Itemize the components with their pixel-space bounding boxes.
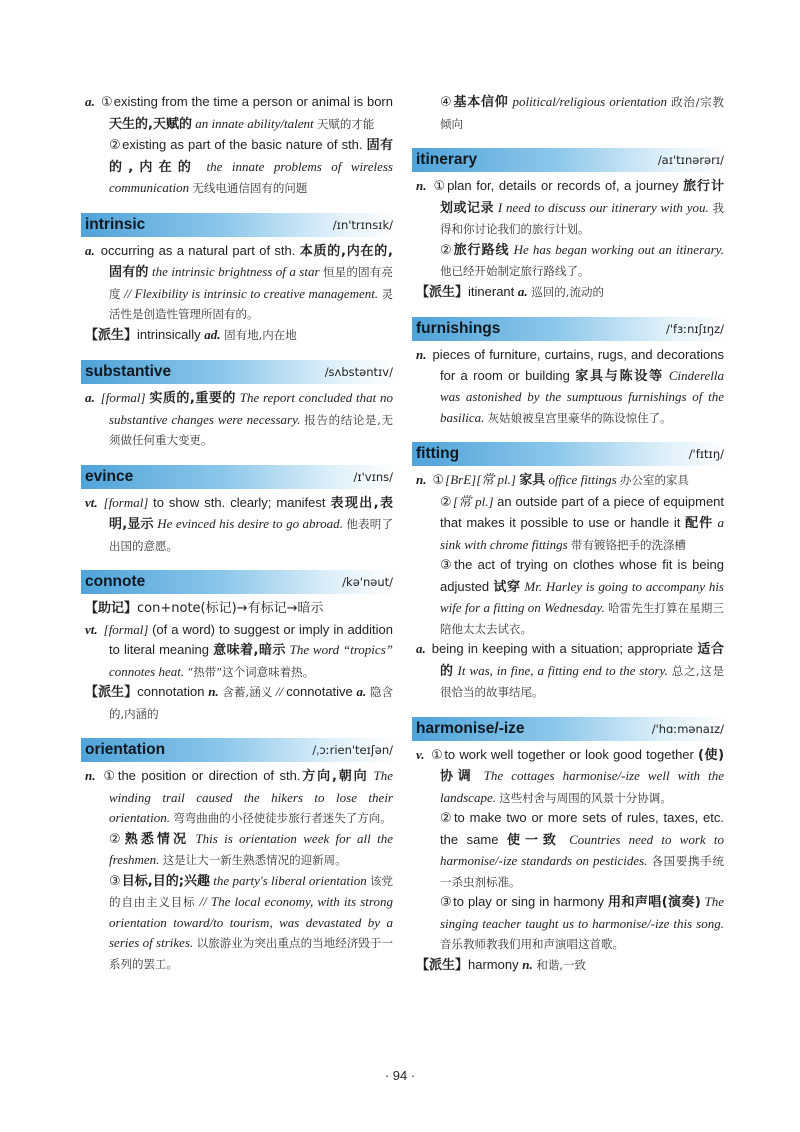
pronunciation: /ɪ'vɪns/ bbox=[353, 469, 393, 484]
usage-tag: [formal] bbox=[103, 494, 154, 510]
harmonise-sense-2 bbox=[416, 808, 724, 892]
sense-number: ③ bbox=[109, 873, 121, 889]
example: a sink with chrome fittings bbox=[440, 515, 725, 552]
chinese-gloss: 适合的 bbox=[440, 642, 724, 679]
chinese-gloss: (使)协调 bbox=[440, 747, 725, 784]
pronunciation: /aɪ'tɪnərərɪ/ bbox=[657, 153, 724, 167]
example: The word “tropics” connotes heat. bbox=[109, 642, 393, 679]
harmonise-sense-3 bbox=[416, 892, 724, 955]
translation: 无线电通信固有的问题 bbox=[192, 181, 308, 195]
headword-bar bbox=[412, 148, 728, 172]
sense-number: ① bbox=[432, 473, 445, 488]
left-column bbox=[85, 92, 393, 988]
translation: 含蓄,涵义 bbox=[218, 685, 273, 699]
chinese-gloss: 方向,朝向 bbox=[300, 769, 369, 784]
definition: plan for, details or records of, a journey bbox=[447, 178, 684, 193]
derivative-line bbox=[416, 282, 724, 304]
translation: 我得和你讨论我们的旅行计划。 bbox=[440, 200, 724, 236]
headword-bar bbox=[412, 317, 728, 341]
entry-connote bbox=[85, 570, 393, 724]
innate-sense-1 bbox=[85, 92, 393, 135]
chinese-gloss: 用和声唱(演奏) bbox=[608, 895, 701, 910]
translation: 该党的自由主义目标 bbox=[109, 873, 394, 909]
example: Cinderella was astonished by the sumptuous furnishings of the basilica. bbox=[440, 367, 725, 425]
right-column bbox=[416, 92, 724, 990]
headword-bar bbox=[81, 360, 397, 384]
harmonise-sense-1 bbox=[416, 745, 724, 809]
headword: harmonise/-ize bbox=[416, 719, 525, 737]
definition: to play or sing in harmony bbox=[453, 894, 609, 909]
definition: existing from the time a person or animal is born bbox=[113, 94, 393, 109]
example: I need to discuss our itinerary with you. bbox=[494, 199, 713, 215]
translation: 灰姑娘被皇宫里豪华的陈设惊住了。 bbox=[487, 410, 672, 425]
orientation-sense-3 bbox=[85, 871, 393, 975]
example: the innate problems of wireless communication bbox=[109, 158, 393, 195]
itinerary-sense-1 bbox=[416, 176, 724, 240]
translation: 办公室的家具 bbox=[619, 473, 689, 487]
translation: 固有地,内在地 bbox=[220, 327, 297, 342]
chinese-gloss: 表现出,表明,显示 bbox=[109, 495, 393, 532]
chinese-gloss: 固有的,内在的 bbox=[109, 138, 393, 175]
translation: 和谐,一致 bbox=[532, 957, 587, 972]
pos-label: n. bbox=[416, 472, 427, 487]
headword-bar bbox=[81, 570, 397, 594]
intrinsic-sense bbox=[85, 241, 393, 325]
translation: 恒星的固有亮度 bbox=[109, 265, 393, 301]
pos-label: ad. bbox=[204, 326, 221, 342]
derivative-line bbox=[85, 682, 393, 724]
derivative-word: intrinsically bbox=[137, 326, 205, 342]
pos-label: a. bbox=[517, 283, 528, 299]
chinese-gloss: 天生的,天赋的 bbox=[109, 116, 192, 132]
furnishings-sense bbox=[416, 345, 724, 428]
headword-bar bbox=[81, 465, 397, 489]
chinese-gloss: 目标,目的;兴趣 bbox=[121, 873, 211, 889]
translation: 以旅游业为突出重点的当地经济毁于一系列的罢工。 bbox=[109, 936, 393, 971]
itinerary-sense-2 bbox=[416, 240, 724, 282]
headword: evince bbox=[85, 467, 134, 485]
example: Flexibility is intrinsic to creative management. bbox=[134, 285, 382, 301]
translation: 总之,这是很恰当的故事结尾。 bbox=[440, 663, 724, 699]
derivative-label: 【派生】 bbox=[416, 284, 469, 300]
derivative-line bbox=[416, 955, 724, 977]
mnemonic-label: 【助记】 bbox=[85, 601, 138, 616]
sense-number: ① bbox=[430, 747, 444, 763]
pos-label: a. bbox=[85, 94, 95, 109]
chinese-gloss: 本质的,内在的,固有的 bbox=[109, 243, 393, 280]
definition: pieces of furniture, curtains, rugs, and decorations for a room or building bbox=[432, 347, 724, 383]
definition: to make two or more sets of rules, taxes, etc. the same bbox=[440, 810, 725, 847]
translation: 巡回的,流动的 bbox=[527, 284, 604, 299]
headword-bar bbox=[412, 717, 728, 741]
example: The winding trail caused the hikers to lose their orientation. bbox=[109, 768, 394, 825]
translation: 这些村舍与周围的风景十分协调。 bbox=[499, 790, 672, 805]
pronunciation: /'hɑːmənaɪz/ bbox=[651, 721, 724, 736]
usage-tag: [formal] bbox=[103, 621, 153, 637]
definition: occurring as a natural part of sth. bbox=[100, 242, 300, 258]
headword-bar bbox=[81, 213, 397, 237]
entry-orientation bbox=[85, 738, 393, 974]
pos-label: a. bbox=[416, 641, 426, 656]
sense-number: ④ bbox=[440, 95, 453, 110]
derivative-word: connotative bbox=[286, 684, 357, 699]
fitting-sense-1 bbox=[416, 470, 724, 492]
pos-label: n. bbox=[522, 956, 533, 972]
pronunciation: /ɪn'trɪnsɪk/ bbox=[332, 217, 393, 232]
example: This is orientation week for all the freshmen. bbox=[109, 830, 393, 867]
example: He evinced his desire to go abroad. bbox=[153, 516, 347, 531]
translation: 音乐教师教我们用和声演唱这首歌。 bbox=[440, 937, 624, 951]
translation: 天赋的才能 bbox=[316, 116, 375, 131]
entry-evince bbox=[85, 465, 393, 557]
chinese-gloss: 配件 bbox=[685, 516, 714, 531]
chinese-gloss: 实质的,重要的 bbox=[149, 391, 236, 406]
entry-itinerary bbox=[416, 148, 724, 303]
example: He has began working out an itinerary. bbox=[509, 241, 724, 257]
pos-label: a. bbox=[85, 242, 95, 258]
example: Mr. Harley is going to accompany his wife for a fitting on Wednesday. bbox=[440, 578, 724, 615]
mnemonic-line bbox=[85, 598, 393, 620]
definition: existing as part of the basic nature of sth. bbox=[122, 137, 367, 152]
entry-fitting bbox=[416, 442, 724, 703]
chinese-gloss: 试穿 bbox=[493, 579, 521, 595]
sense-number: ② bbox=[109, 831, 124, 847]
pronunciation: /sʌbstəntɪv/ bbox=[324, 365, 393, 379]
pronunciation: /ˌɔːrien'teɪʃən/ bbox=[312, 743, 393, 757]
evince-sense bbox=[85, 493, 393, 557]
chinese-gloss: 熟悉情况 bbox=[124, 831, 190, 847]
pronunciation: /'fɜːnɪʃɪŋz/ bbox=[666, 322, 724, 336]
derivative-word: harmony bbox=[468, 956, 523, 972]
example: Countries need to work to harmonise/-ize standards on pesticides. bbox=[440, 831, 724, 868]
translation: 弯弯曲曲的小径使徒步旅行者迷失了方向。 bbox=[173, 811, 392, 825]
pos-label: vt. bbox=[85, 494, 98, 510]
example: the intrinsic brightness of a star bbox=[148, 264, 323, 279]
example: office fittings bbox=[545, 472, 620, 487]
sense-number: ① bbox=[432, 179, 447, 194]
orientation-sense-2 bbox=[85, 829, 393, 871]
example: The local economy, with its strong orientation toward/to tourism, was devastated by a series of strikes. bbox=[109, 894, 393, 950]
derivative-label: 【派生】 bbox=[416, 957, 469, 973]
translation: 各国要携手统一杀虫剂标准。 bbox=[440, 854, 724, 889]
headword: fitting bbox=[416, 445, 460, 462]
entry-substantive bbox=[85, 360, 393, 451]
sense-number: ② bbox=[109, 138, 122, 153]
fitting-sense-3 bbox=[416, 555, 724, 639]
connote-sense bbox=[85, 620, 393, 683]
definition: the position or direction of sth. bbox=[117, 768, 301, 783]
sense-number: ③ bbox=[440, 895, 453, 910]
separator: // bbox=[272, 684, 287, 699]
example: The cottages harmonise/-ize well with the landscape. bbox=[440, 768, 724, 805]
pronunciation: /'fɪtɪŋ/ bbox=[688, 447, 724, 461]
pos-label: v. bbox=[416, 746, 425, 762]
innate-sense-2 bbox=[85, 135, 393, 199]
sense-number: ② bbox=[440, 494, 452, 510]
definition: being in keeping with a situation; appropriate bbox=[431, 641, 698, 656]
definition: to show sth. clearly; manifest bbox=[153, 494, 331, 510]
pronunciation: /kə'nəut/ bbox=[342, 575, 393, 589]
fitting-sense-2 bbox=[416, 492, 724, 556]
headword-bar bbox=[81, 738, 397, 762]
chinese-gloss: 家具与陈设等 bbox=[575, 368, 664, 384]
pos-label: n. bbox=[85, 768, 96, 783]
sense-number: ② bbox=[440, 242, 453, 258]
definition: an outside part of a piece of equipment that makes it possible to use or handle it bbox=[440, 493, 725, 530]
chinese-gloss: 家具 bbox=[519, 473, 546, 488]
fitting-adj-sense bbox=[416, 639, 724, 703]
sense-number: ① bbox=[100, 95, 113, 110]
usage-tag: [formal] bbox=[100, 390, 150, 405]
chinese-gloss: 意味着,暗示 bbox=[213, 643, 286, 658]
chinese-gloss: 基本信仰 bbox=[453, 95, 509, 110]
example: It was, in fine, a fitting end to the story. bbox=[453, 662, 672, 678]
pos-label: a. bbox=[356, 684, 367, 699]
orientation-sense-1 bbox=[85, 766, 393, 829]
definition: (of a word) to suggest or imply in addition to literal meaning bbox=[109, 621, 393, 657]
headword: itinerary bbox=[416, 151, 478, 168]
derivative-label: 【派生】 bbox=[85, 327, 138, 343]
pos-label: vt. bbox=[85, 621, 98, 637]
entry-orientation-continued bbox=[416, 92, 724, 134]
sense-number: ② bbox=[440, 811, 453, 826]
separator: // bbox=[120, 285, 135, 301]
translation: 这是让大一新生熟悉情况的迎新周。 bbox=[162, 853, 347, 867]
orientation-sense-4 bbox=[416, 92, 724, 134]
derivative-line bbox=[85, 325, 393, 347]
translation: 政治/宗教倾向 bbox=[440, 95, 725, 131]
headword-bar bbox=[412, 442, 728, 466]
example: The singing teacher taught us to harmonise/-ize this song. bbox=[440, 894, 725, 931]
substantive-sense bbox=[85, 388, 393, 451]
usage-tag: [常 pl.] bbox=[452, 493, 498, 509]
sense-number: ① bbox=[101, 769, 117, 784]
definition: to work well together or look good together bbox=[444, 746, 699, 762]
derivative-label: 【派生】 bbox=[85, 685, 138, 700]
pos-label: a. bbox=[85, 390, 95, 405]
separator: // bbox=[195, 894, 211, 909]
pos-label: n. bbox=[416, 178, 427, 193]
translation: 他已经开始制定旅行路线了。 bbox=[440, 264, 590, 278]
translation: 他表明了出国的意愿。 bbox=[109, 517, 394, 553]
entry-innate-continued bbox=[85, 92, 393, 199]
page-number: · 94 · bbox=[384, 1068, 416, 1083]
entry-harmonise bbox=[416, 717, 724, 977]
chinese-gloss: 旅行路线 bbox=[453, 242, 510, 258]
example: the party's liberal orientation bbox=[210, 872, 370, 888]
usage-tag: [BrE][常 pl.] bbox=[445, 472, 520, 487]
translation: 灵活性是创造性管理所固有的。 bbox=[109, 286, 393, 321]
headword: connote bbox=[85, 573, 146, 590]
headword: intrinsic bbox=[85, 215, 146, 233]
mnemonic-text: con+note(标记)→有标记→暗示 bbox=[137, 601, 324, 616]
definition: the act of trying on clothes whose fit is being adjusted bbox=[440, 557, 724, 594]
derivative-word: itinerant bbox=[468, 283, 518, 299]
headword: substantive bbox=[85, 363, 172, 380]
entry-intrinsic bbox=[85, 213, 393, 347]
translation: 带有镀铬把手的洗涤槽 bbox=[570, 537, 686, 552]
chinese-gloss: 旅行计划或记录 bbox=[440, 179, 724, 216]
headword: furnishings bbox=[416, 320, 501, 337]
translation: 报告的结论是,无须做任何重大变更。 bbox=[109, 412, 393, 447]
sense-number: ③ bbox=[440, 558, 454, 573]
pos-label: n. bbox=[416, 347, 427, 362]
derivative-word: connotation bbox=[137, 684, 209, 699]
translation: 哈雷先生打算在星期三陪他太太去试衣。 bbox=[440, 601, 724, 636]
chinese-gloss: 使一致 bbox=[507, 832, 561, 848]
headword: orientation bbox=[85, 741, 166, 758]
example: political/religious orientation bbox=[508, 94, 672, 109]
translation: “热带”这个词意味着热。 bbox=[187, 664, 315, 679]
entry-furnishings bbox=[416, 317, 724, 428]
translation: 隐含的,内涵的 bbox=[109, 685, 393, 721]
example: an innate ability/talent bbox=[191, 115, 317, 131]
pos-label: n. bbox=[208, 684, 219, 699]
example: The report concluded that no substantive changes were necessary. bbox=[109, 390, 393, 427]
